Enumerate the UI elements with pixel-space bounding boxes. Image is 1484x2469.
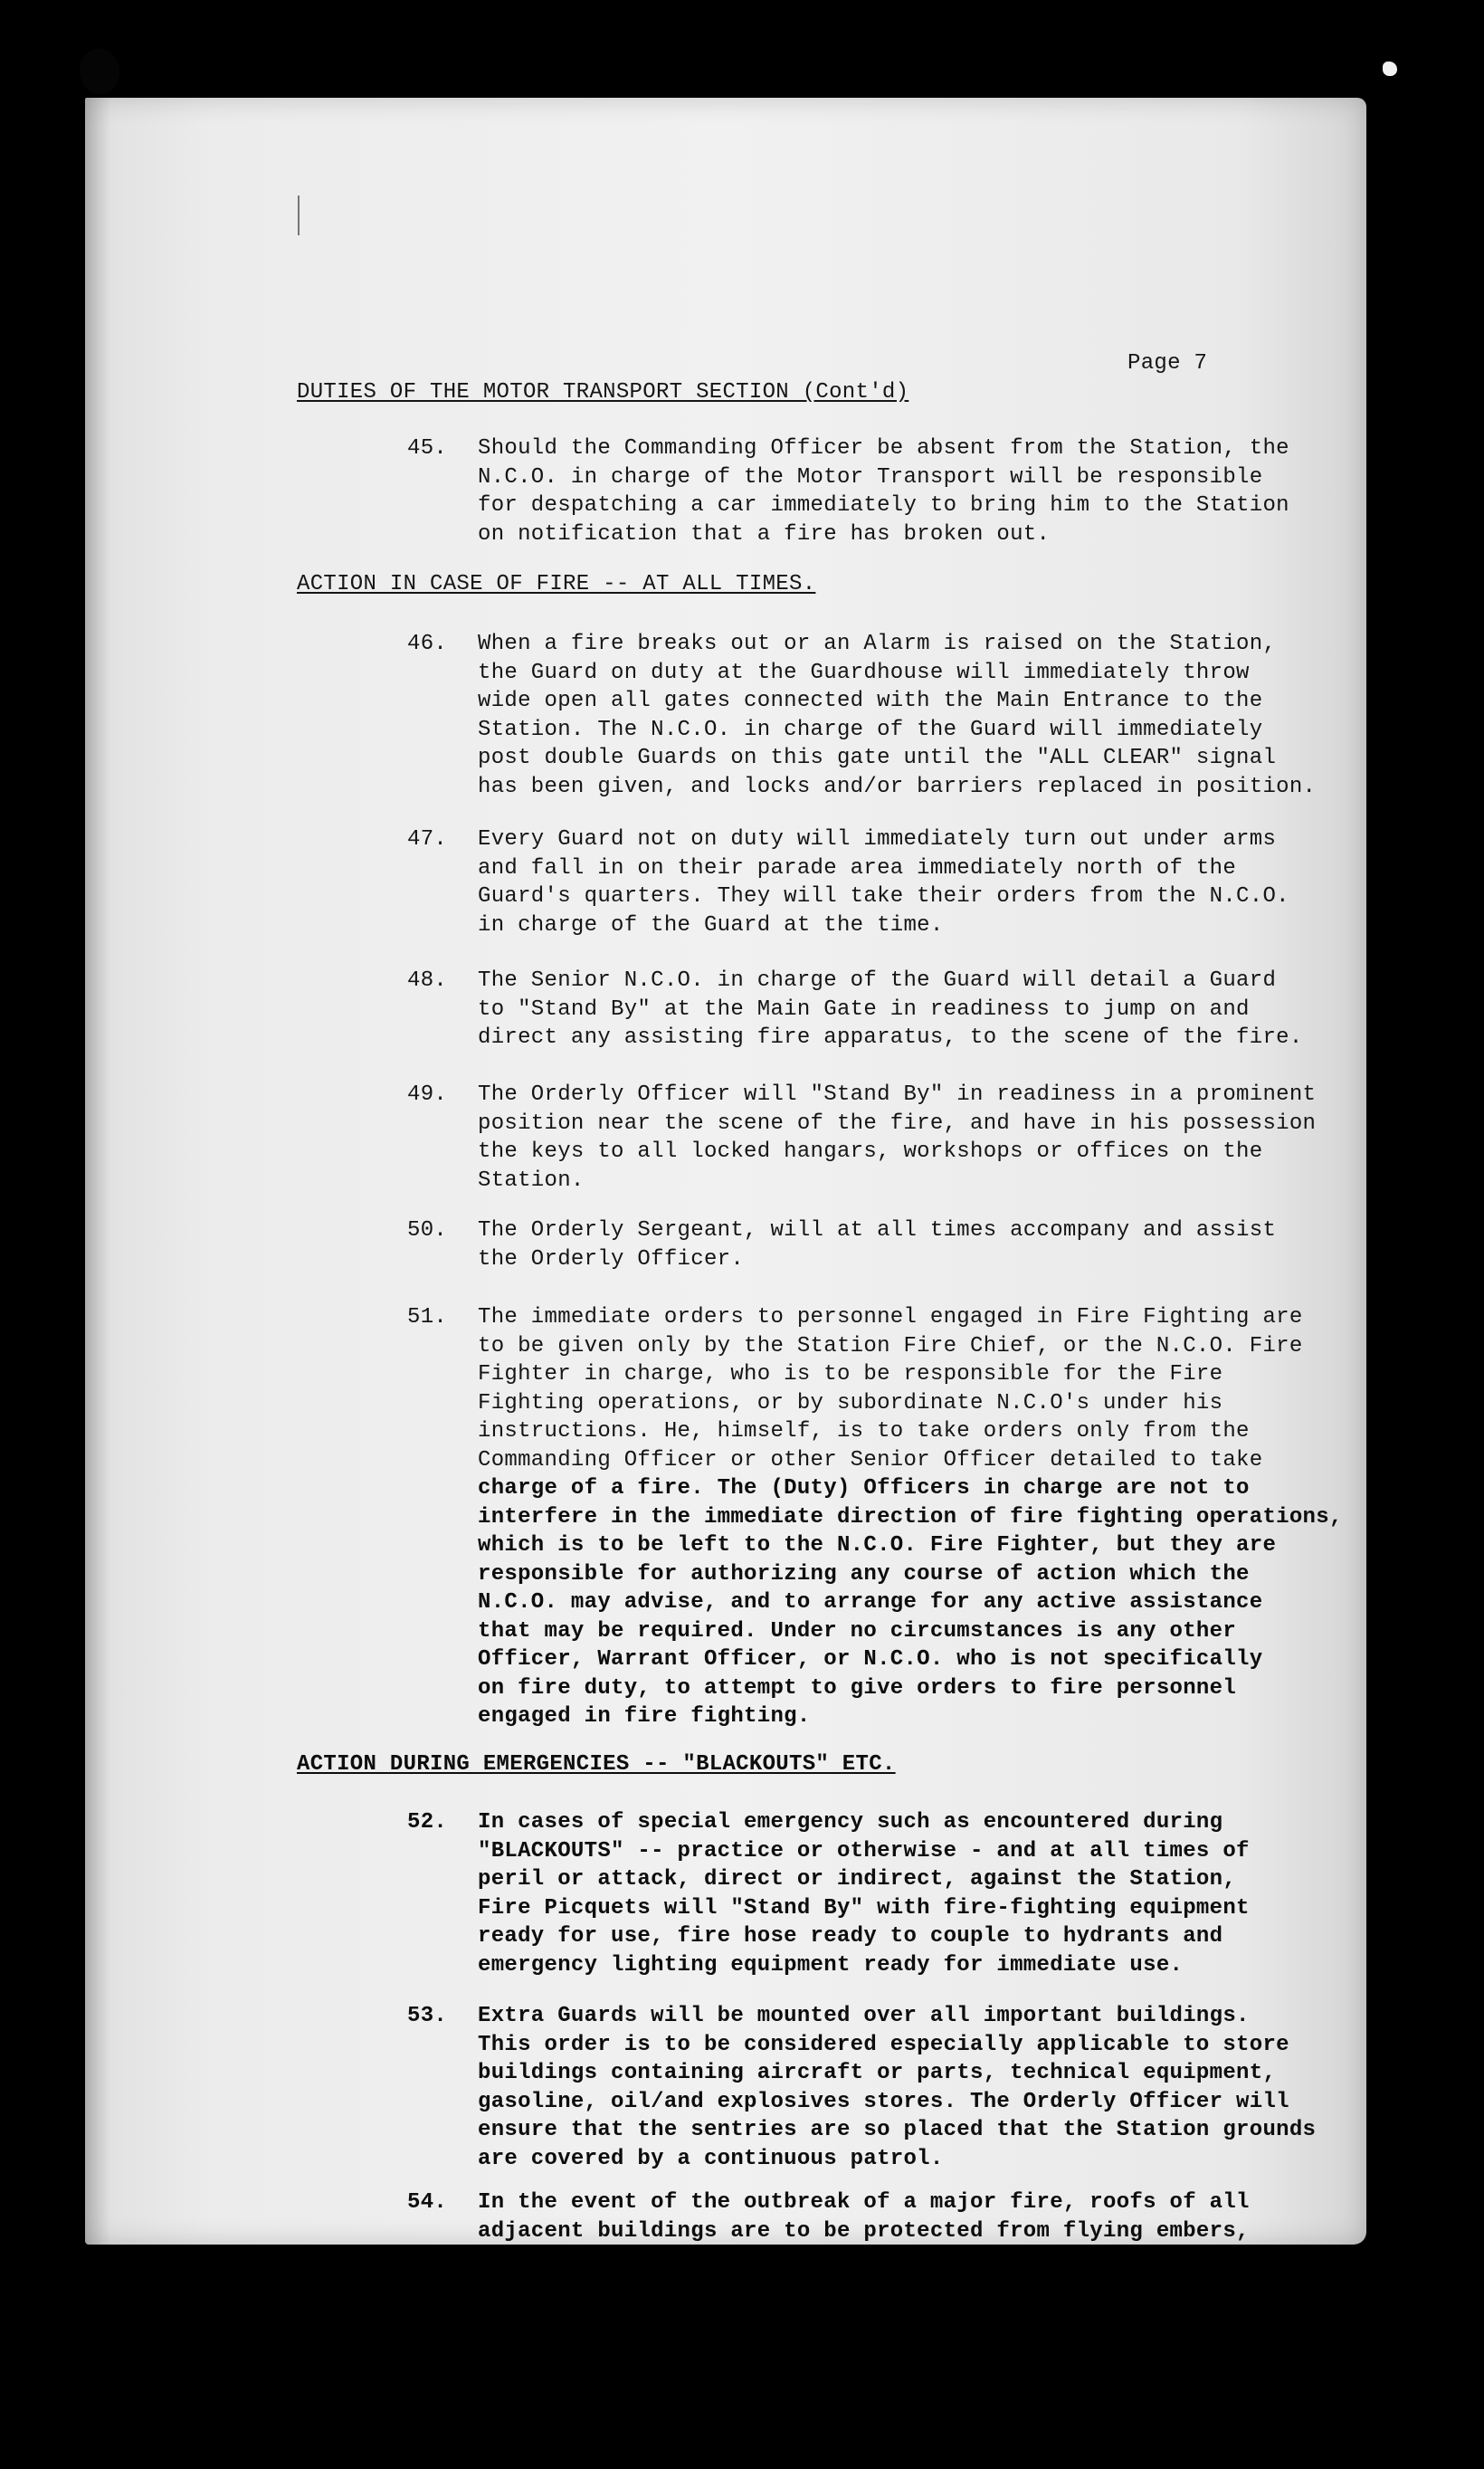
paragraph-line: The Orderly Sergeant, will at all times accompany and assist [478, 1218, 1277, 1243]
paragraph-line: "BLACKOUTS" -- practice or otherwise - and at all times of [478, 1838, 1250, 1864]
paragraph-line: charge of a fire. The (Duty) Officers in charge are not to [478, 1476, 1250, 1501]
paragraph-body [478, 1216, 1276, 1273]
paragraph-line: on notification that a fire has broken out. [478, 521, 1051, 547]
paragraph-line: Station. The N.C.O. in charge of the Guard will immediately [478, 717, 1263, 742]
paragraph-line: the Orderly Officer. [478, 1246, 745, 1272]
paragraph-body [478, 1303, 1343, 1731]
paragraph-body [478, 630, 1316, 801]
paragraph-line: Station. [478, 1168, 585, 1193]
pencil-mark [298, 195, 300, 235]
corner-speck [1383, 62, 1397, 76]
paragraph-line: adjacent buildings are to be protected from flying embers, [478, 2218, 1250, 2244]
paragraph-line: The Senior N.C.O. in charge of the Guard will detail a Guard [478, 968, 1277, 993]
paragraph-line: Fire Picquets will "Stand By" with fire-fighting equipment [478, 1895, 1250, 1921]
paragraph-line: The immediate orders to personnel engaged in Fire Fighting are [478, 1305, 1303, 1330]
paragraph-number: 49. [407, 1082, 448, 1107]
page-number: Page 7 [1127, 351, 1208, 376]
heading-emergencies: ACTION DURING EMERGENCIES -- "BLACKOUTS" ETC. [297, 1752, 896, 1777]
paragraph-body [478, 1808, 1250, 1979]
paragraph-line: Extra Guards will be mounted over all important buildings. [478, 2004, 1250, 2028]
paragraph-line: and fall in on their parade area immediately north of the [478, 855, 1237, 881]
paragraph-line: Officer, Warrant Officer, or N.C.O. who is not specifically [478, 1647, 1263, 1672]
paragraph-line: position near the scene of the fire, and have in his possession [478, 1111, 1317, 1136]
heading-motor-transport: DUTIES OF THE MOTOR TRANSPORT SECTION (Cont'd) [297, 380, 909, 405]
paragraph-line: wide open all gates connected with the Main Entrance to the [478, 689, 1263, 713]
paragraph-line: Guard's quarters. They will take their orders from the N.C.O. [478, 884, 1289, 909]
paragraph-line: peril or attack, direct or indirect, against the Station, [478, 1867, 1237, 1892]
paragraph-number: 50. [407, 1218, 448, 1243]
paragraph-number: 51. [407, 1305, 448, 1330]
paragraph-line: to "Stand By" at the Main Gate in readiness to jump on and [478, 996, 1250, 1022]
paragraph-line: Fighting operations, or by subordinate N.C.O's under his [478, 1390, 1223, 1416]
paragraph-line: Every Guard not on duty will immediately turn out under arms [478, 827, 1277, 852]
paragraph-line: Commanding Officer or other Senior Officer detailed to take [478, 1447, 1263, 1473]
paragraph-body [478, 2002, 1316, 2173]
punch-hole [75, 45, 123, 98]
paragraph-number: 54. [407, 2190, 448, 2215]
paragraph-body [478, 2188, 1250, 2245]
paragraph-line: which is to be left to the N.C.O. Fire Fighter, but they are [478, 1533, 1277, 1558]
paragraph-body [478, 967, 1303, 1053]
paragraph-line: ensure that the sentries are so placed that the Station grounds [478, 2118, 1317, 2142]
paragraph-number: 52. [407, 1810, 448, 1835]
paragraph-line: interfere in the immediate direction of fire fighting operations, [478, 1504, 1343, 1530]
paragraph-line: N.C.O. may advise, and to arrange for any active assistance [478, 1590, 1263, 1615]
paragraph-number: 46. [407, 632, 448, 656]
paragraph-line: gasoline, oil/and explosives stores. The Orderly Officer will [478, 2089, 1289, 2114]
paragraph-line: direct any assisting fire apparatus, to the scene of the fire. [478, 1025, 1303, 1050]
paragraph-number: 47. [407, 827, 448, 852]
paragraph-line: When a fire breaks out or an Alarm is raised on the Station, [478, 632, 1277, 656]
paragraph-line: Fighter in charge, who is to be responsible for the Fire [478, 1362, 1223, 1387]
paragraph-line: the Guard on duty at the Guardhouse will immediately throw [478, 660, 1250, 685]
paragraph-line: are covered by a continuous patrol. [478, 2146, 944, 2171]
paragraph-body [478, 434, 1289, 548]
paragraph-line: In cases of special emergency such as encountered during [478, 1810, 1223, 1835]
paragraph-line: to be given only by the Station Fire Chief, or the N.C.O. Fire [478, 1333, 1303, 1358]
paragraph-number: 53. [407, 2004, 448, 2028]
paragraph-line: The Orderly Officer will "Stand By" in readiness in a prominent [478, 1082, 1317, 1107]
paragraph-line: in charge of the Guard at the time. [478, 912, 944, 938]
paragraph-line: engaged in fire fighting. [478, 1704, 811, 1729]
paragraph-line: Should the Commanding Officer be absent from the Station, the [478, 436, 1289, 461]
paragraph-line: for despatching a car immediately to bring him to the Station [478, 493, 1289, 518]
paragraph-line: has been given, and locks and/or barriers replaced in position. [478, 774, 1317, 799]
paragraph-line: emergency lighting equipment ready for immediate use. [478, 1952, 1184, 1978]
paragraph-line: instructions. He, himself, is to take orders only from the [478, 1419, 1250, 1444]
paragraph-body [478, 825, 1289, 939]
heading-fire: ACTION IN CASE OF FIRE -- AT ALL TIMES. [297, 572, 816, 596]
paragraph-line: the keys to all locked hangars, workshops or offices on the [478, 1139, 1263, 1164]
paragraph-line: buildings containing aircraft or parts, technical equipment, [478, 2061, 1277, 2085]
paragraph-line: that may be required. Under no circumstances is any other [478, 1618, 1237, 1644]
paragraph-number: 48. [407, 968, 448, 993]
document-page [85, 98, 1366, 2245]
paragraph-number: 45. [407, 436, 448, 461]
paragraph-line: post double Guards on this gate until the "ALL CLEAR" signal [478, 746, 1277, 770]
paragraph-line: ready for use, fire hose ready to couple to hydrants and [478, 1924, 1223, 1949]
paragraph-body [478, 1081, 1316, 1195]
paragraph-line: responsible for authorizing any course of action which the [478, 1561, 1250, 1587]
paragraph-line: on fire duty, to attempt to give orders to fire personnel [478, 1675, 1237, 1701]
paragraph-line: This order is to be considered especially applicable to store [478, 2032, 1289, 2057]
paragraph-line: N.C.O. in charge of the Motor Transport will be responsible [478, 464, 1263, 490]
paragraph-line: In the event of the outbreak of a major fire, roofs of all [478, 2190, 1250, 2215]
